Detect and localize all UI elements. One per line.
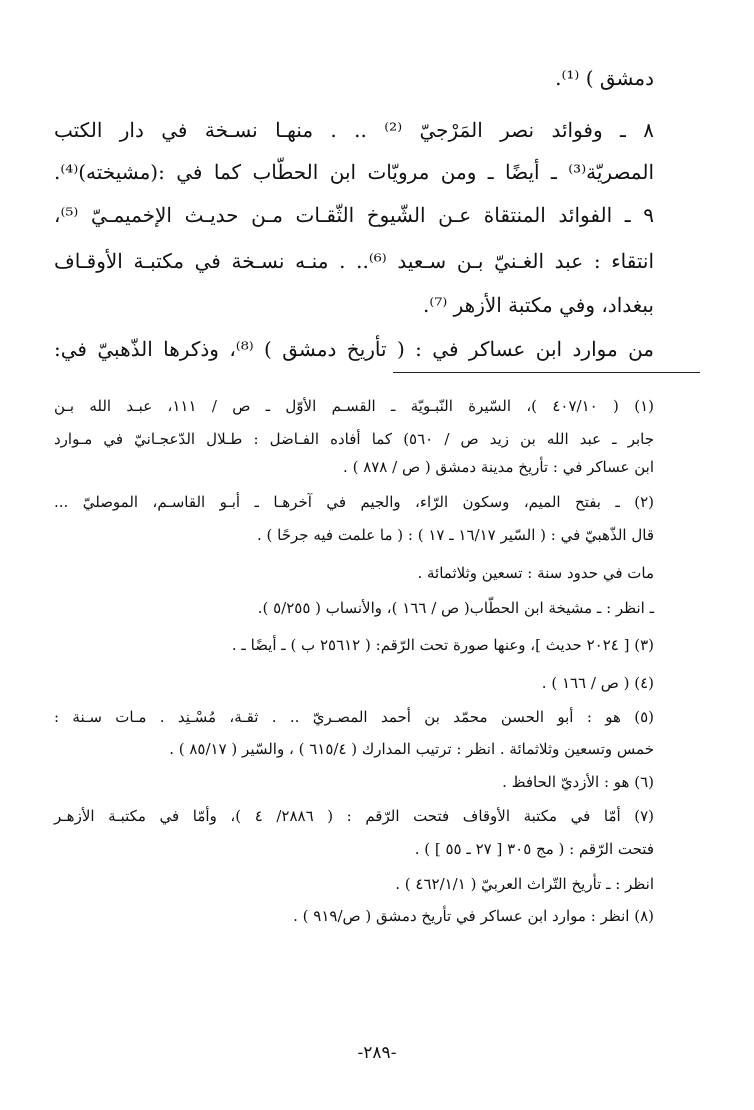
footnote-line: انظر : ـ تأريخ التّراث العربيّ ( ٤٦٢/١/١ ) . <box>395 875 654 893</box>
footnote-line: خمس وتسعين وثلاثمائة . انظر : ترتيب المدارك ( ٦١٥/٤ ) ، والسّير ( ٨٥/١٧ ) . <box>169 740 654 758</box>
main-text-line: من موارد ابن عساكر في : ( تأريخ دمشق ) ⁽⁸⁾، وذكرها الذّهبيّ في: <box>54 337 655 361</box>
main-text-line: دمشق ) ⁽¹⁾. <box>555 66 654 90</box>
main-text-line: ببغداد، وفي مكتبة الأزهر ⁽⁷⁾. <box>423 293 654 317</box>
main-text-line: ٩ ـ الفوائد المنتقاة عـن الشّيوخ الثّقـات مـن حديـث الإخميمـيّ ⁽⁵⁾، <box>54 203 654 227</box>
main-text-line: المصريّة⁽³⁾ ـ أيضًا ـ ومن مرويّات ابن الحطّاب كما في :(مشيخته)⁽⁴⁾. <box>54 160 654 184</box>
footnote-line: فتحت الرّقم : ( مج ٣٠٥ [ ٢٧ ـ ٥٥ ] ) . <box>414 840 654 858</box>
footnote-line: مات في حدود سنة : تسعين وثلاثمائة . <box>417 564 654 582</box>
footnote-line: (٤) ( ص / ١٦٦ ) . <box>541 674 654 692</box>
main-text-line: ٨ ـ وفوائد نصر المَرْجيّ ⁽²⁾ .. . منهـا نسـخة في دار الكتب <box>54 118 654 142</box>
page-number: -٢٨٩- <box>357 1043 397 1063</box>
footnote-line: قال الذّهبيّ في : ( السّير ١٦/١٧ ـ ١٧ ) : ( ما علمت فيه جرحًا ) . <box>257 526 654 544</box>
footnote-line: (٧) أمّا في مكتبة الأوقاف فتحت الرّقم : ( ٢٨٨٦/ ٤ )، وأمّا في مكتبـة الأزهـر <box>54 807 655 825</box>
footnote-line: ابن عساكر في : تأريخ مدينة دمشق ( ص / ٨٧٨ ) . <box>343 458 654 476</box>
footnote-line: (٥) هو : أبو الحسن محمّد بن أحمد المصـريّ .. . ثقـة، مُسْـنِد . مـات سـنة : <box>54 708 654 726</box>
footnote-line: جابر ـ عبد الله بن زيد ص / ٥٦٠) كما أفاده الفـاضل : طـلال الدّعجـانيّ في مـوارد <box>54 430 654 448</box>
footnote-line: (١) ( ٤٠٧/١٠ )، السّيرة النّبـويّة ـ القسـم الأوّل ـ ص / ١١١، عبـد الله بـن <box>54 397 655 415</box>
footnote-line: (٢) ـ بفتح الميم، وسكون الرّاء، والجيم في آخرهـا ـ أبـو القاسـم، الموصليّ ... <box>54 493 654 511</box>
footnote-separator <box>393 372 700 373</box>
footnote-line: (٨) انظر : موارد ابن عساكر في تأريخ دمشق ( ص/٩١٩ ) . <box>293 907 654 925</box>
footnote-line: (٦) هو : الأزديّ الحافظ . <box>502 773 654 791</box>
main-text-line: انتقاء : عبد الغـنيّ بـن سـعيد ⁽⁶⁾.. . منـه نسـخة في مكتبـة الأوقـاف <box>54 249 654 273</box>
footnote-line: (٣) [ ٢٠٢٤ حديث ]، وعنها صورة تحت الرّقم: ( ٢٥٦١٢ ب ) ـ أيضًا ـ . <box>231 636 654 654</box>
footnote-line: ـ انظر : ـ مشيخة ابن الحطّاب( ص / ١٦٦ )، والأنساب ( ٥/٢٥٥ ). <box>257 599 654 617</box>
